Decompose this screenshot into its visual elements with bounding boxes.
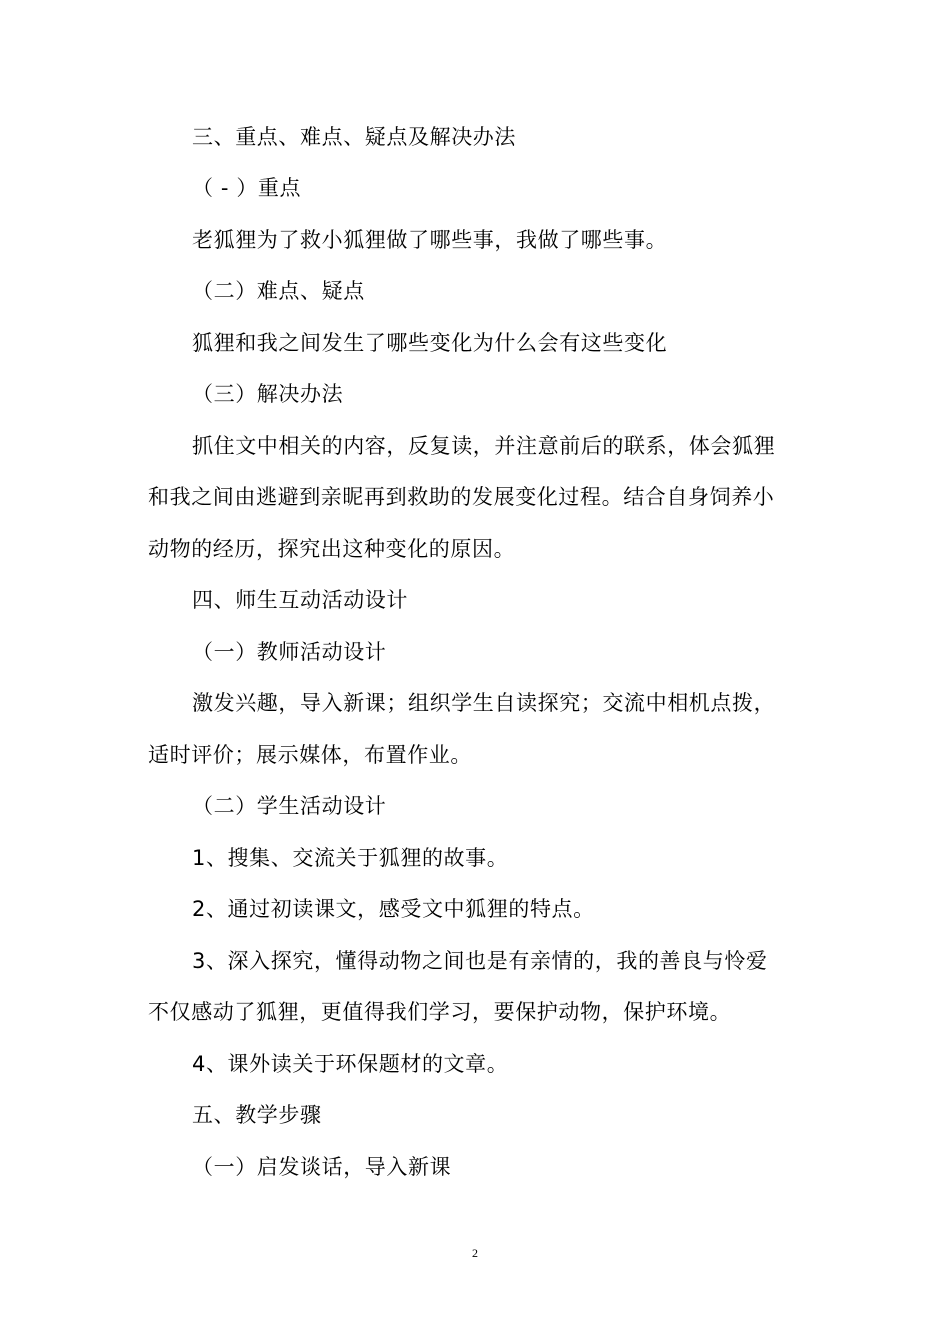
- list-item-1: 1、搜集、交流关于狐狸的故事。: [192, 846, 509, 870]
- subheading-key-points: （ - ）重点: [192, 176, 302, 200]
- paragraph-teacher-activities-line-1: 激发兴趣，导入新课；组织学生自读探究；交流中相机点拨，: [192, 691, 776, 715]
- paragraph-solutions-line-2: 和我之间由逃避到亲昵再到救助的发展变化过程。结合自身饲养小: [148, 485, 775, 509]
- list-item-2: 2、通过初读课文，感受文中狐狸的特点。: [192, 897, 595, 921]
- list-item-3-line-2: 不仅感动了狐狸，更值得我们学习，要保护动物，保护环境。: [148, 1000, 732, 1024]
- subheading-difficulties: （二）难点、疑点: [192, 279, 365, 303]
- section-heading-three: 三、重点、难点、疑点及解决办法: [192, 125, 516, 149]
- section-heading-five: 五、教学步骤: [192, 1103, 322, 1127]
- page-number: 2: [472, 1246, 478, 1260]
- paragraph-solutions-line-3: 动物的经历，探究出这种变化的原因。: [148, 537, 516, 561]
- paragraph-key-points: 老狐狸为了救小狐狸做了哪些事，我做了哪些事。: [192, 228, 668, 252]
- section-heading-four: 四、师生互动活动设计: [192, 588, 408, 612]
- paragraph-difficulties: 狐狸和我之间发生了哪些变化为什么会有这些变化: [192, 331, 668, 355]
- subheading-solutions: （三）解决办法: [192, 382, 344, 406]
- subheading-student-activities: （二）学生活动设计: [192, 794, 387, 818]
- paragraph-solutions-line-1: 抓住文中相关的内容，反复读，并注意前后的联系，体会狐狸: [192, 434, 776, 458]
- paragraph-teacher-activities-line-2: 适时评价；展示媒体，布置作业。: [148, 743, 472, 767]
- list-item-3-line-1: 3、深入探究，懂得动物之间也是有亲情的，我的善良与怜爱: [192, 949, 768, 973]
- subheading-introduction: （一）启发谈话，导入新课: [192, 1155, 452, 1179]
- subheading-teacher-activities: （一）教师活动设计: [192, 640, 387, 664]
- list-item-4: 4、课外读关于环保题材的文章。: [192, 1052, 509, 1076]
